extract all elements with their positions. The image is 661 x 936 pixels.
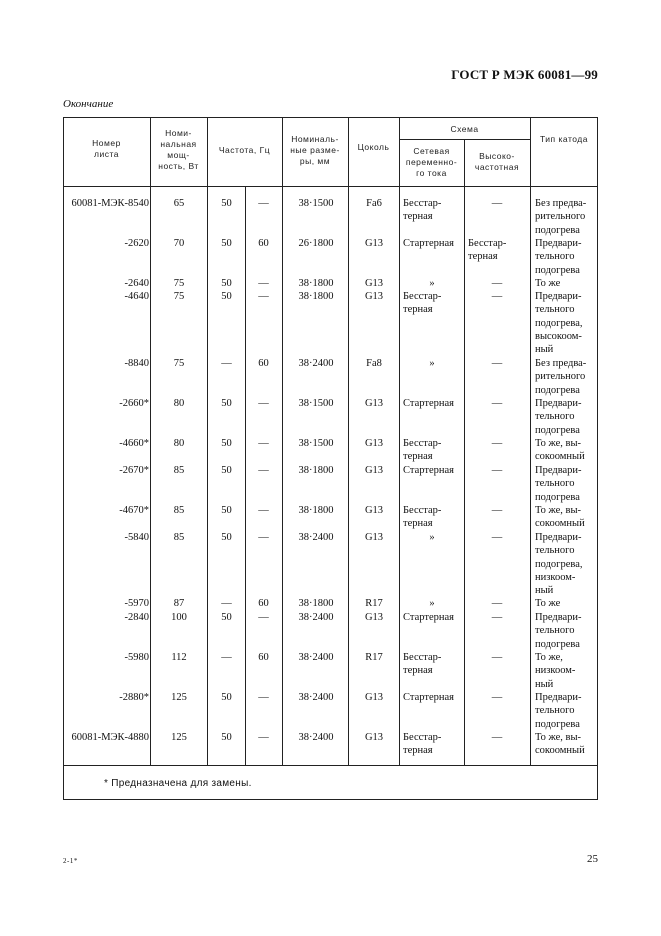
- header-cathode: Тип катода: [539, 134, 588, 144]
- cell-dimensions: 38·1800: [298, 598, 334, 609]
- cell-dimensions: 38·2400: [298, 612, 334, 623]
- cell-number: -2880*: [119, 692, 149, 703]
- header-frequency: Частота, Гц: [218, 145, 271, 155]
- cell-freq-50: 50: [221, 465, 232, 476]
- footnote: * Предназначена для замены.: [104, 778, 252, 789]
- cell-power: 85: [173, 532, 185, 543]
- cell-freq-50: —: [221, 358, 232, 369]
- cell-base: R17: [365, 652, 383, 663]
- cell-freq-50: 50: [221, 612, 232, 623]
- cell-freq-60: —: [258, 278, 269, 289]
- cell-cathode: Предвари- тельного подогрева, низкоом- ный: [535, 532, 583, 597]
- cell-power: 112: [171, 652, 187, 663]
- cell-cathode: То же: [535, 278, 561, 289]
- cell-base: R17: [365, 598, 383, 609]
- cell-power: 100: [171, 612, 187, 623]
- cell-cathode: Предвари- тельного подогрева: [535, 692, 582, 730]
- cell-freq-60: —: [258, 198, 269, 209]
- cell-base: G13: [364, 238, 384, 249]
- cell-power: 65: [173, 198, 185, 209]
- cell-freq-60: —: [258, 438, 269, 449]
- cell-power: 85: [173, 465, 185, 476]
- cell-dimensions: 38·2400: [298, 692, 334, 703]
- cell-scheme-mains: Стартерная: [403, 612, 454, 623]
- cell-dimensions: 38·2400: [298, 732, 334, 743]
- cell-number: -2660*: [119, 398, 149, 409]
- cell-scheme-mains: »: [429, 278, 435, 289]
- cell-scheme-hf: —: [491, 438, 503, 449]
- cell-freq-60: 60: [258, 598, 269, 609]
- cell-cathode: Предвари- тельного подогрева: [535, 612, 582, 650]
- cell-base: G13: [364, 438, 384, 449]
- cell-cathode: То же, вы- сокоомный: [535, 438, 585, 463]
- cell-freq-60: —: [258, 398, 269, 409]
- cell-dimensions: 38·1500: [298, 438, 334, 449]
- cell-scheme-hf: —: [491, 532, 503, 543]
- header-number: Номер листа: [92, 138, 121, 159]
- cell-power: 87: [173, 598, 185, 609]
- cell-scheme-hf: —: [491, 291, 503, 302]
- cell-freq-50: 50: [221, 532, 232, 543]
- cell-base: G13: [364, 692, 384, 703]
- header-base: Цоколь: [357, 142, 390, 152]
- cell-number: -8840: [124, 358, 149, 369]
- col-rule-6: [399, 117, 400, 765]
- cell-cathode: Предвари- тельного подогрева: [535, 238, 582, 276]
- cell-power: 80: [173, 398, 185, 409]
- cell-base: G13: [364, 505, 384, 516]
- cell-freq-60: —: [258, 465, 269, 476]
- cell-freq-60: —: [258, 532, 269, 543]
- cell-number: -4660*: [119, 438, 149, 449]
- cell-scheme-hf: —: [491, 598, 503, 609]
- cell-freq-50: 50: [221, 732, 232, 743]
- cell-dimensions: 38·1800: [298, 465, 334, 476]
- section-label: Окончание: [63, 98, 114, 110]
- footer-code: 2-1*: [63, 857, 78, 865]
- cell-dimensions: 38·1500: [298, 198, 334, 209]
- cell-cathode: То же, вы- сокоомный: [535, 732, 585, 757]
- cell-scheme-hf: —: [491, 652, 503, 663]
- cell-freq-60: 60: [258, 652, 269, 663]
- cell-scheme-mains: Стартерная: [403, 398, 454, 409]
- cell-scheme-hf: —: [491, 198, 503, 209]
- cell-freq-60: 60: [258, 358, 269, 369]
- cell-scheme-mains: Стартерная: [403, 692, 454, 703]
- cell-scheme-mains: Бесстар- терная: [403, 438, 442, 463]
- cell-number: -5970: [124, 598, 149, 609]
- cell-number: -2640: [124, 278, 149, 289]
- cell-freq-50: 50: [221, 198, 232, 209]
- cell-scheme-hf: —: [491, 278, 503, 289]
- cell-scheme-hf: —: [491, 612, 503, 623]
- cell-scheme-mains: Стартерная: [403, 465, 454, 476]
- cell-scheme-mains: Бесстар- терная: [403, 291, 442, 316]
- cell-freq-60: —: [258, 612, 269, 623]
- cell-power: 80: [173, 438, 185, 449]
- cell-dimensions: 38·2400: [298, 532, 334, 543]
- cell-base: G13: [364, 732, 384, 743]
- cell-cathode: Предвари- тельного подогрева, высокоом- ный: [535, 291, 583, 356]
- header-dimensions: Номиналь- ные разме- ры, мм: [290, 134, 340, 166]
- cell-dimensions: 38·1800: [298, 505, 334, 516]
- header-scheme: Схема: [450, 124, 479, 134]
- cell-scheme-hf: —: [491, 692, 503, 703]
- cell-number: -4640: [124, 291, 149, 302]
- cell-freq-50: —: [221, 652, 232, 663]
- cell-power: 75: [173, 278, 185, 289]
- cell-scheme-mains: »: [429, 598, 435, 609]
- cell-number: -2840: [124, 612, 149, 623]
- cell-cathode: Без предва- рительного подогрева: [535, 198, 587, 236]
- cell-freq-50: —: [221, 598, 232, 609]
- cell-power: 125: [171, 732, 187, 743]
- cell-power: 70: [173, 238, 185, 249]
- cell-scheme-mains: »: [429, 358, 435, 369]
- cell-base: Fa8: [366, 358, 382, 369]
- header-bottom-rule: [63, 186, 598, 187]
- cell-dimensions: 38·2400: [298, 358, 334, 369]
- cell-power: 125: [171, 692, 187, 703]
- cell-freq-50: 50: [221, 238, 232, 249]
- cell-freq-50: 50: [221, 692, 232, 703]
- cell-number: -4670*: [119, 505, 149, 516]
- col-rule-8: [530, 117, 531, 765]
- cell-scheme-hf: —: [491, 732, 503, 743]
- header-scheme-hf: Высоко- частотная: [474, 151, 520, 172]
- cell-number: 60081-МЭК-4880: [71, 732, 149, 743]
- cell-scheme-mains: Стартерная: [403, 238, 454, 249]
- cell-base: G13: [364, 291, 384, 302]
- cell-base: Fa6: [366, 198, 382, 209]
- cell-base: G13: [364, 278, 384, 289]
- cell-cathode: Без предва- рительного подогрева: [535, 358, 587, 396]
- cell-cathode: То же: [535, 598, 561, 609]
- cell-base: G13: [364, 532, 384, 543]
- body-bottom-rule: [63, 765, 598, 766]
- cell-dimensions: 38·1800: [298, 291, 334, 302]
- cell-number: 60081-МЭК-8540: [71, 198, 149, 209]
- cell-freq-60: —: [258, 505, 269, 516]
- cell-scheme-hf: —: [491, 465, 503, 476]
- cell-number: -5840: [124, 532, 149, 543]
- cell-cathode: То же, вы- сокоомный: [535, 505, 585, 530]
- cell-power: 75: [173, 358, 185, 369]
- document-title: ГОСТ Р МЭК 60081—99: [451, 67, 598, 82]
- cell-base: G13: [364, 465, 384, 476]
- col-rule-7: [464, 139, 465, 765]
- cell-freq-50: 50: [221, 438, 232, 449]
- cell-freq-60: 60: [258, 238, 269, 249]
- cell-freq-60: —: [258, 692, 269, 703]
- cell-number: -2670*: [119, 465, 149, 476]
- cell-cathode: Предвари- тельного подогрева: [535, 465, 582, 503]
- cell-scheme-hf: Бесстар- терная: [468, 238, 507, 263]
- cell-freq-50: 50: [221, 398, 232, 409]
- cell-freq-50: 50: [221, 278, 232, 289]
- cell-scheme-hf: —: [491, 398, 503, 409]
- cell-number: -5980: [124, 652, 149, 663]
- cell-power: 75: [173, 291, 185, 302]
- cell-freq-50: 50: [221, 291, 232, 302]
- cell-cathode: Предвари- тельного подогрева: [535, 398, 582, 436]
- cell-base: G13: [364, 612, 384, 623]
- cell-base: G13: [364, 398, 384, 409]
- cell-cathode: То же, низкоом- ный: [535, 652, 576, 690]
- cell-scheme-mains: »: [429, 532, 435, 543]
- cell-freq-60: —: [258, 732, 269, 743]
- cell-power: 85: [173, 505, 185, 516]
- cell-scheme-hf: —: [491, 358, 503, 369]
- cell-dimensions: 26·1800: [298, 238, 334, 249]
- cell-dimensions: 38·1500: [298, 398, 334, 409]
- cell-freq-60: —: [258, 291, 269, 302]
- header-scheme-mains: Сетевая переменно- го тока: [405, 146, 458, 178]
- header-power: Номи- нальная мощ- ность, Вт: [158, 128, 199, 171]
- cell-freq-50: 50: [221, 505, 232, 516]
- cell-scheme-mains: Бесстар- терная: [403, 198, 442, 223]
- cell-dimensions: 38·2400: [298, 652, 334, 663]
- cell-scheme-hf: —: [491, 505, 503, 516]
- cell-scheme-mains: Бесстар- терная: [403, 732, 442, 757]
- cell-scheme-mains: Бесстар- терная: [403, 652, 442, 677]
- cell-scheme-mains: Бесстар- терная: [403, 505, 442, 530]
- cell-number: -2620: [124, 238, 149, 249]
- cell-dimensions: 38·1800: [298, 278, 334, 289]
- page-number: 25: [587, 853, 598, 865]
